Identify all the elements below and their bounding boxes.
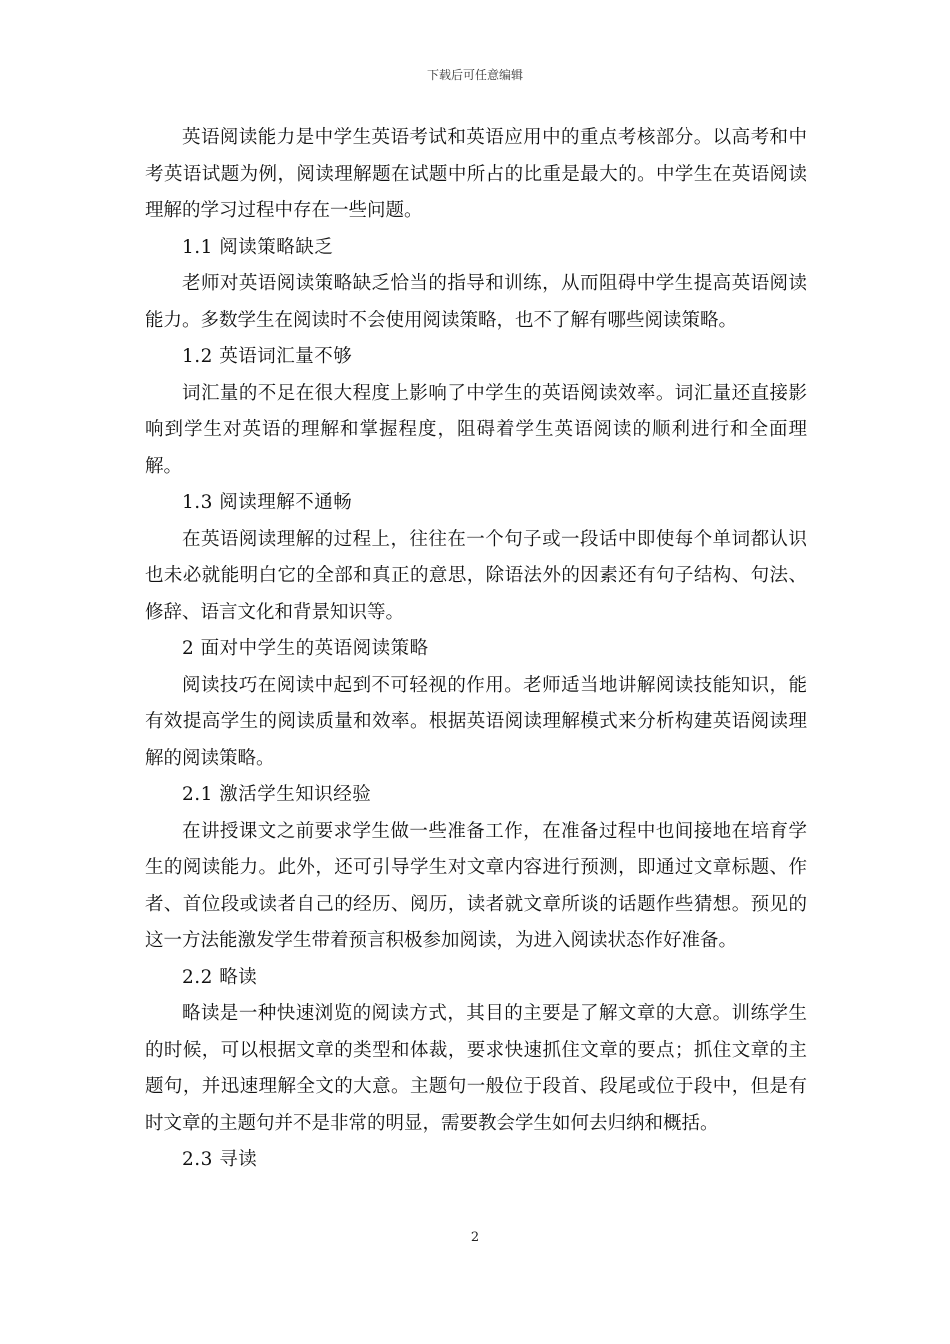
paragraph-1-2: 词汇量的不足在很大程度上影响了中学生的英语阅读效率。词汇量还直接影响到学生对英语的理解和掌握程度，阻碍着学生英语阅读的顺利进行和全面理解。 (145, 382, 807, 477)
paragraph-intro: 英语阅读能力是中学生英语考试和英语应用中的重点考核部分。以高考和中考英语试题为例，阅读理解题在试题中所占的比重是最大的。中学生在英语阅读理解的学习过程中存在一些问题。 (145, 127, 807, 221)
page-header: 下载后可任意编辑 (426, 68, 523, 82)
paragraph-2-1: 在讲授课文之前要求学生做一些准备工作，在准备过程中也间接地在培育学生的阅读能力。此外，还可引导学生对文章内容进行预测，即通过文章标题、作者、首位段或读者自己的经历、阅历，读者就文章所谈的话题作些猜想。预见的这一方法能激发学生带着预言积极参加阅读，为进入阅读状态作好准备。 (145, 820, 807, 951)
heading-2: 2 面对中学生的英语阅读策略 (182, 638, 429, 659)
document-body (145, 120, 807, 1179)
heading-1-3: 1.3 阅读理解不通畅 (182, 492, 353, 513)
paragraph-1-3: 在英语阅读理解的过程上，往往在一个句子或一段话中即使每个单词都认识也未必就能明白它的全部和真正的意思，除语法外的因素还有句子结构、句法、修辞、语言文化和背景知识等。 (145, 528, 807, 623)
heading-2-3: 2.3 寻读 (182, 1149, 258, 1170)
page-number: 2 (470, 1230, 480, 1245)
paragraph-1-1: 老师对英语阅读策略缺乏恰当的指导和训练，从而阻碍中学生提高英语阅读能力。多数学生在阅读时不会使用阅读策略，也不了解有哪些阅读策略。 (145, 273, 807, 331)
heading-1-1: 1.1 阅读策略缺乏 (182, 236, 334, 258)
heading-2-1: 2.1 激活学生知识经验 (182, 784, 372, 805)
paragraph-2: 阅读技巧在阅读中起到不可轻视的作用。老师适当地讲解阅读技能知识，能有效提高学生的阅读质量和效率。根据英语阅读理解模式来分析构建英语阅读理解的阅读策略。 (145, 674, 807, 769)
paragraph-2-2: 略读是一种快速浏览的阅读方式，其目的主要是了解文章的大意。训练学生的时候，可以根据文章的类型和体裁，要求快速抓住文章的要点；抓住文章的主题句，并迅速理解全文的大意。主题句一般位于段首、段尾或位于段中，但是有时文章的主题句并不是非常的明显，需要教会学生如何去归纳和概括。 (145, 1003, 807, 1134)
heading-2-2: 2.2 略读 (182, 966, 258, 988)
heading-1-2: 1.2 英语词汇量不够 (182, 346, 353, 367)
